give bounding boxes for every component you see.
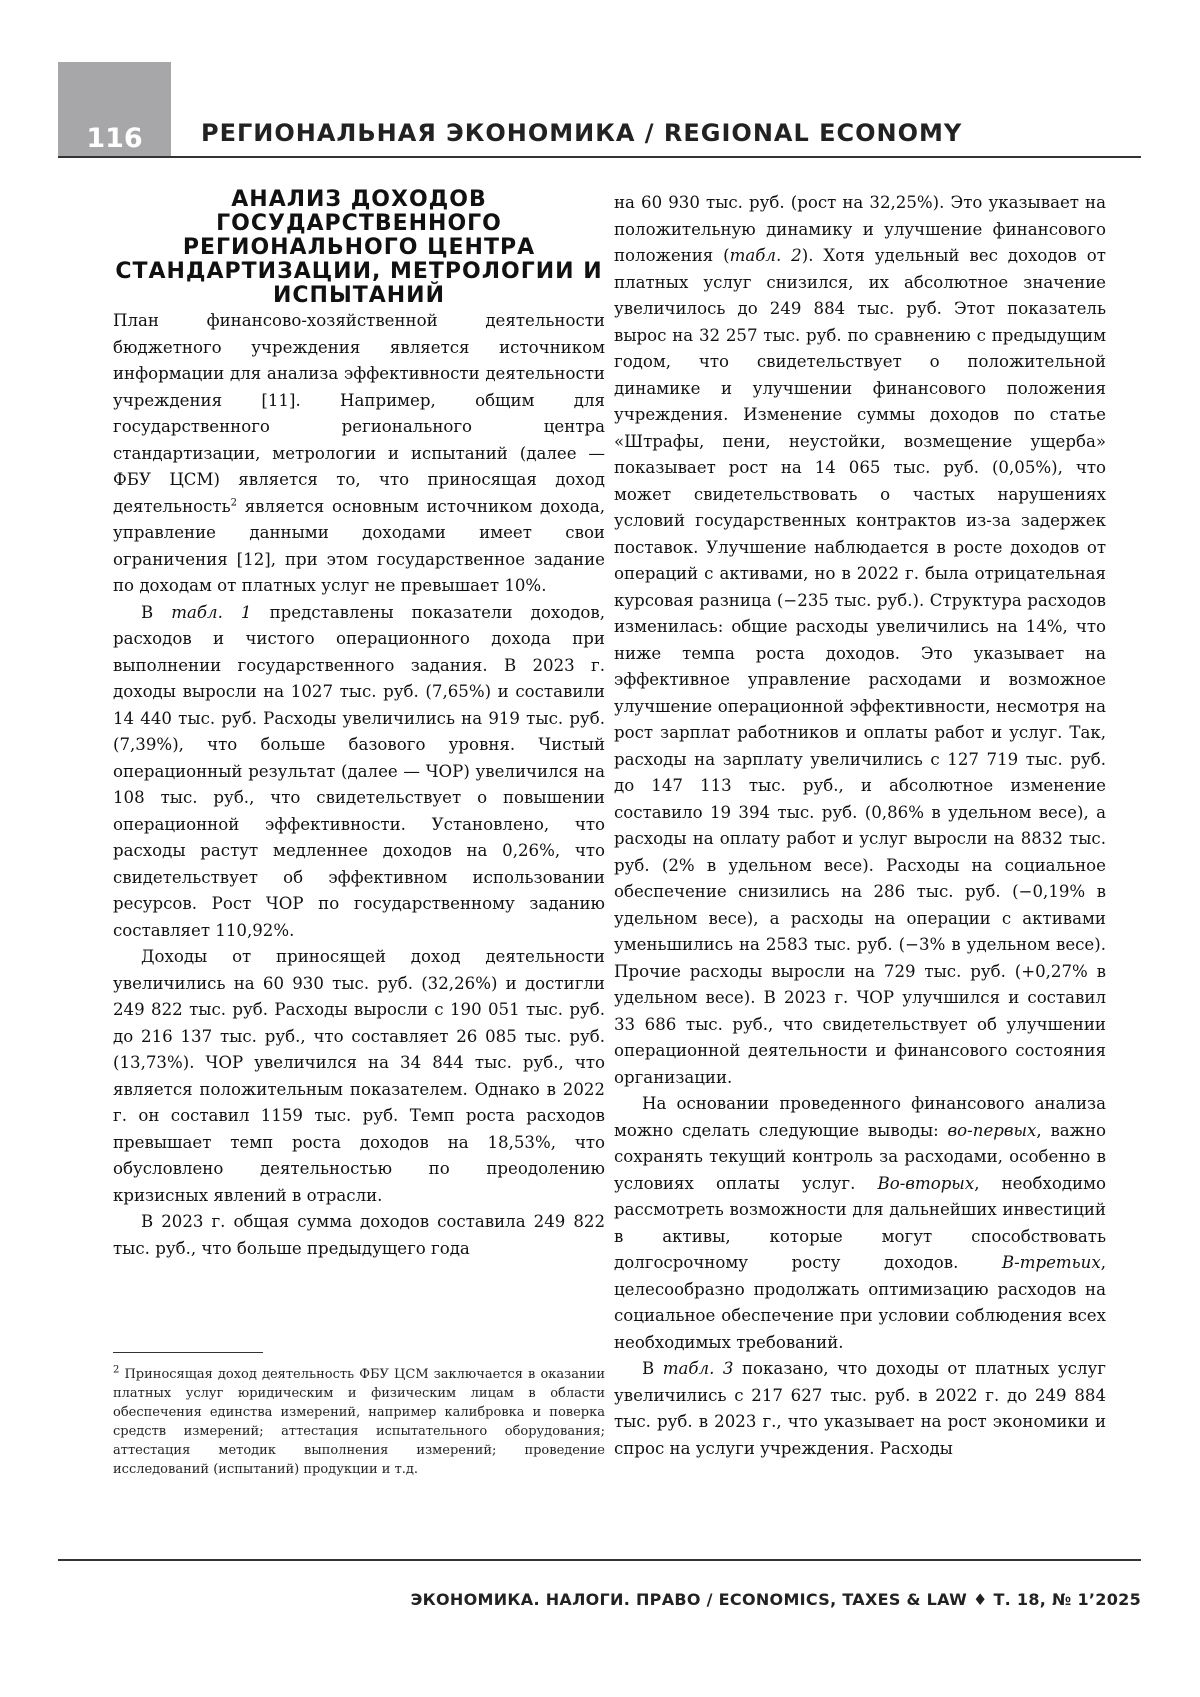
footnote-text: Приносящая доход деятельность ФБУ ЦСМ заключается в оказании платных услуг юридическим и физическим лицам в области обеспечения единства измерений, например калибровка и поверка средств измерений; аттестация испытательного оборудования; аттестация методик выполнения измерений; проведение исследований (испытаний) продукции и т.д. — [113, 1367, 605, 1477]
paragraph-6 — [614, 1356, 1106, 1462]
third-point: В-третьих — [1002, 1253, 1101, 1272]
journal-footer: ЭКОНОМИКА. НАЛОГИ. ПРАВО / ECONOMICS, TAXES & LAW ♦ Т. 18, № 1’2025 — [411, 1590, 1141, 1609]
footnote — [113, 1365, 605, 1479]
footnote-mark: 2 — [113, 1365, 119, 1376]
paragraph-5-a: На основании проведенного финансового анализа можно сделать следующие выводы: — [614, 1094, 1106, 1140]
first-point: во-первых — [948, 1121, 1037, 1140]
paragraph-6-post: показано, что доходы от платных услуг увеличились с 217 627 тыс. руб. в 2022 г. до 249 884 тыс. руб. в 2023 г., что указывает на рост экономики и спрос на услуги учреждения. Расходы — [614, 1359, 1106, 1458]
paragraph-5-b: , важно сохранять текущий контроль за расходами, особенно в условиях оплаты услуг. — [614, 1121, 1106, 1193]
paragraph-2 — [113, 600, 605, 945]
page-number-box — [58, 62, 171, 156]
footer-rule — [58, 1559, 1141, 1561]
article-title: АНАЛИЗ ДОХОДОВ ГОСУДАРСТВЕННОГО РЕГИОНАЛЬНОГО ЦЕНТРА СТАНДАРТИЗАЦИИ, МЕТРОЛОГИИ И ИСПЫТАНИЙ — [113, 188, 605, 308]
footnote-ref: 2 — [231, 497, 237, 508]
paragraph-5-c: , необходимо рассмотреть возможности для дальнейших инвестиций в активы, которые могут способствовать долгосрочному росту доходов. — [614, 1174, 1106, 1273]
paragraph-2-post: представлены показатели доходов, расходов и чистого операционного дохода при выполнении государственного задания. В 2023 г. доходы выросли на 1027 тыс. руб. (7,65%) и составили 14 440 тыс. руб. Расходы увеличились на 919 тыс. руб. (7,39%), что больше базового уровня. Чистый операционный результат (далее — ЧОР) увеличился на 108 тыс. руб., что свидетельствует о повышении операционной эффективности. Установлено, что расходы растут медленнее доходов на 0,26%, что свидетельствует об эффективном использовании ресурсов. Рост ЧОР по государственному заданию составляет 110,92%. — [113, 603, 605, 940]
paragraph-4-start: В 2023 г. общая сумма доходов составила 249 822 тыс. руб., что больше предыдущего года — [113, 1209, 605, 1262]
paragraph-3: Доходы от приносящей доход деятельности увеличились на 60 930 тыс. руб. (32,26%) и достигли 249 822 тыс. руб. Расходы выросли с 190 051 тыс. руб. до 216 137 тыс. руб., что составляет 26 085 тыс. руб. (13,73%). ЧОР увеличился на 34 844 тыс. руб., что является положительным показателем. Однако в 2022 г. он составил 1159 тыс. руб. Темп роста расходов превышает темп роста доходов на 18,53%, что обусловлено деятельностью по преодолению кризисных явлений в отрасли. — [113, 944, 605, 1209]
second-point: Во-вторых — [878, 1174, 975, 1193]
paragraph-1 — [113, 308, 605, 600]
right-column — [614, 190, 1106, 1462]
paragraph-1-part-a: План финансово-хозяйственной деятельности бюджетного учреждения является источником информации для анализа эффективности деятельности учреждения [11]. Например, общим для государственного регионального центра стандартизации, метрологии и испытаний (далее — ФБУ ЦСМ) является то, что приносящая доход деятельность — [113, 311, 605, 516]
paragraph-2-pre: В — [141, 603, 171, 622]
paragraph-4-cont — [614, 190, 1106, 1091]
paragraph-1-part-b: является основным источником дохода, управление данными доходами имеет свои ограничения [12], при этом государственное задание по доходам от платных услуг не превышает 10%. — [113, 497, 605, 596]
table-3-ref: табл. 3 — [663, 1359, 734, 1378]
paragraph-4-cont-b: ). Хотя удельный вес доходов от платных услуг снизился, их абсолютное значение увеличилось до 249 884 тыс. руб. Этот показатель вырос на 32 257 тыс. руб. по сравнению с предыдущим годом, что свидетельствует о положительной динамике и улучшении финансового положения учреждения. Изменение суммы доходов по статье «Штрафы, пени, неустойки, возмещение ущерба» показывает рост на 14 065 тыс. руб. (0,05%), что может свидетельствовать о частых нарушениях условий государственных контрактов из-за задержек поставок. Улучшение наблюдается в росте доходов от операций с активами, но в 2022 г. была отрицательная курсовая разница (−235 тыс. руб.). Структура расходов изменилась: общие расходы увеличились на 14%, что ниже темпа роста доходов. Это указывает на эффективное управление расходами и возможное улучшение операционной эффективности, несмотря на рост зарплат работников и оплаты работ и услуг. Так, расходы на зарплату увеличились с 127 719 тыс. руб. до 147 113 тыс. руб., и абсолютное изменение составило 19 394 тыс. руб. (0,86% в удельном весе), а расходы на оплату работ и услуг выросли на 8832 тыс. руб. (2% в удельном весе). Расходы на социальное обеспечение снизились на 286 тыс. руб. (−0,19% в удельном весе), а расходы на операции с активами уменьшились на 2583 тыс. руб. (−3% в удельном весе). Прочие расходы выросли на 729 тыс. руб. (+0,27% в удельном весе). В 2023 г. ЧОР улучшился и составил 33 686 тыс. руб., что свидетельствует об улучшении операционной деятельности и финансового состояния организации. — [614, 246, 1106, 1087]
paragraph-6-pre: В — [642, 1359, 663, 1378]
table-2-ref: табл. 2 — [730, 246, 802, 265]
paragraph-5 — [614, 1091, 1106, 1356]
table-1-ref: табл. 1 — [171, 603, 251, 622]
paragraph-4-cont-a: на 60 930 тыс. руб. (рост на 32,25%). Это указывает на положительную динамику и улучшение финансового положения ( — [614, 193, 1106, 265]
left-column — [113, 188, 605, 1262]
footnote-rule — [113, 1352, 263, 1353]
header-rule — [58, 156, 1141, 158]
section-title: РЕГИОНАЛЬНАЯ ЭКОНОМИКА / REGIONAL ECONOMY — [201, 119, 962, 147]
paragraph-5-d: , целесообразно продолжать оптимизацию расходов на социальное обеспечение при условии соблюдения всех необходимых требований. — [614, 1253, 1106, 1352]
page-number: 116 — [58, 123, 171, 154]
